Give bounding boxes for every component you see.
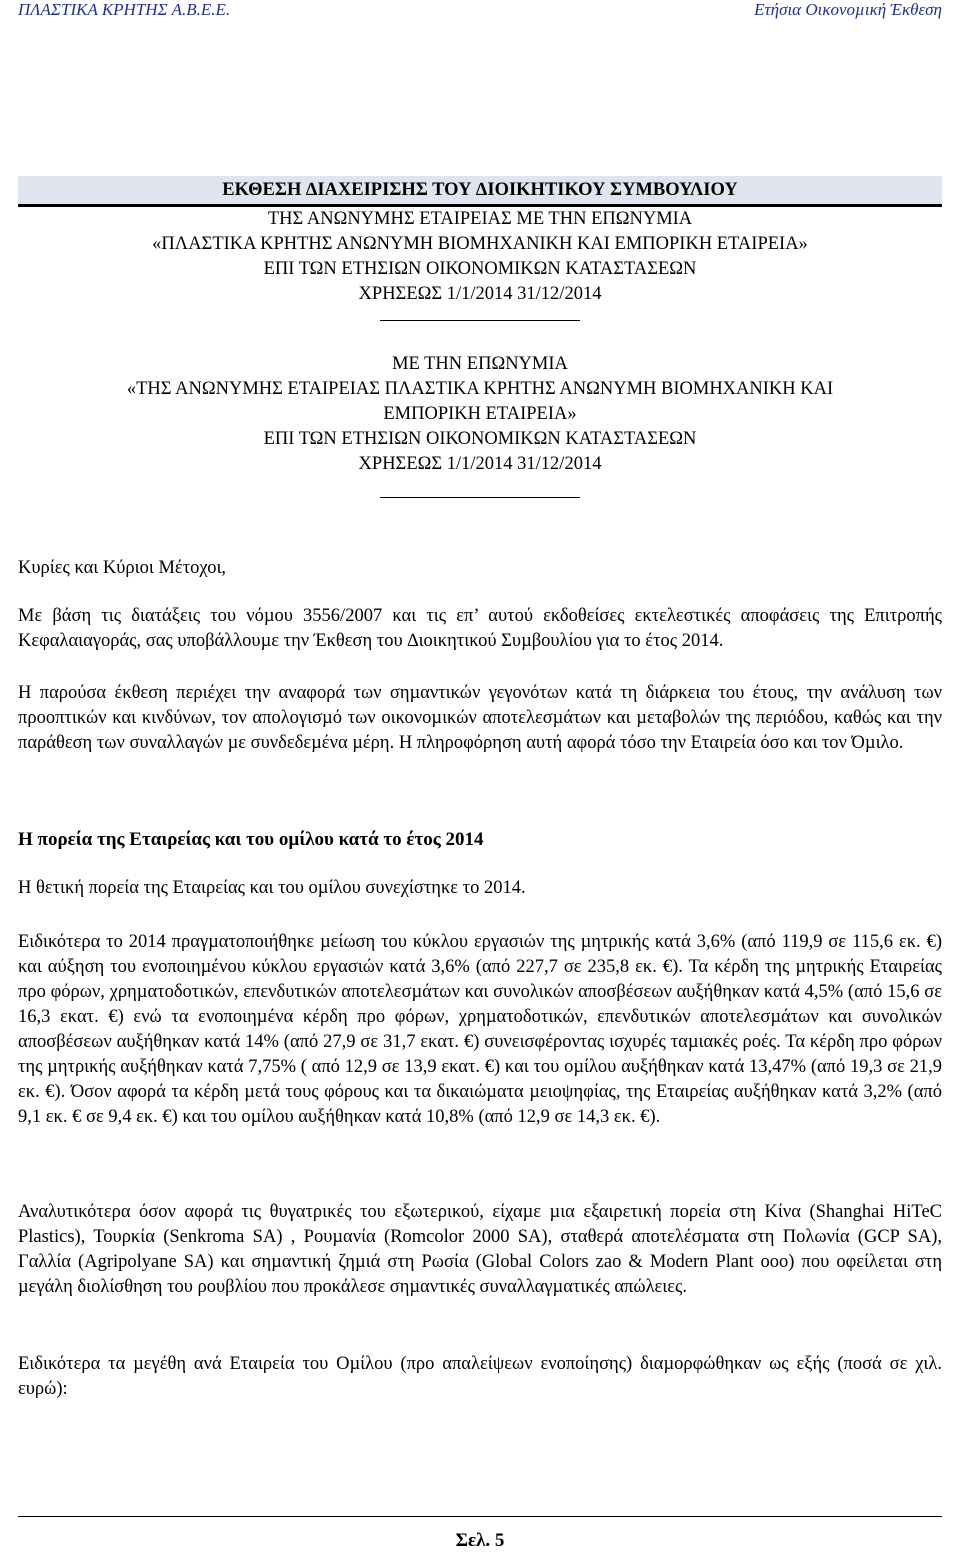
report-main-title: ΕΚΘΕΣΗ ∆ΙΑΧΕΙΡΙΣΗΣ ΤΟΥ ∆ΙΟΙΚΗΤΙΚΟΥ ΣΥΜΒΟΥΛΙΟΥ <box>18 176 942 207</box>
subtitle-line: «ΤΗΣ ΑΝΩΝΥΜΗΣ ΕΤΑΙΡΕΙΑΣ ΠΛΑΣΤΙΚΑ ΚΡΗΤΗΣ ΑΝΩΝΥΜΗ ΒΙΟΜΗΧΑΝΙΚΗ ΚΑΙ <box>126 379 834 399</box>
paragraph-subsidiaries: Αναλυτικότερα όσον αφορά τις θυγατρικές του εξωτερικού, είχαµε µια εξαιρετική πορεία στη Κίνα (Shanghai HiTeC Plastics), Τουρκία (Senkroma SA) , Ρουµανία (Romcolor 2000 SA), σταθερά αποτελέσµατα στη Πολωνία (GCP SA), Γαλλία (Agripolyane SA) και σηµαντική ζηµιά στη Ρωσία (Global Colors zao & Modern Plant ooo) που οφείλεται στη µεγάλη διολίσθηση του ρουβλίου που προκάλεσε σηµαντικές συναλλαγµατικές απώλειες. <box>18 1202 942 1297</box>
header-report-title: Ετήσια Οικονοµική Έκθεση <box>754 0 942 19</box>
title-line: ΤΗΣ ΑΝΩΝΥΜΗΣ ΕΤΑΙΡΕΙΑΣ ΜΕ ΤΗΝ ΕΠΩΝΥΜΙΑ <box>267 209 693 229</box>
subtitle-line: ΧΡΗΣΕΩΣ 1/1/2014 31/12/2014 <box>358 454 602 474</box>
paragraph-financials: Ειδικότερα το 2014 πραγµατοποιήθηκε µείωση του κύκλου εργασιών της µητρικής κατά 3,6% (από 119,9 σε 115,6 εκ. €) και αύξηση του ενοποιηµένου κύκλου εργασιών κατά 3,6% (από 227,7 σε 235,8 εκ. €). Τα κέρδη της µητρικής Εταιρείας προ φόρων, χρηµατοδοτικών, επενδυτικών αποτελεσµάτων και συνολικών αποσβέσεων αυξήθηκαν κατά 4,5% (από 15,6 σε 16,3 εκατ. €) ενώ τα ενοποιηµένα κέρδη προ φόρων, χρηµατοδοτικών, επενδυτικών αποτελεσµάτων και συνολικών αποσβέσεων αυξήθηκαν κατά 14% (από 27,9 σε 31,7 εκατ. €) συνεισφέροντας ισχυρές ταµιακές ροές. Τα κέρδη προ φόρων της µητρικής αυξήθηκαν κατά 7,75% ( από 12,9 σε 13,9 εκατ. €) και του οµίλου αυξήθηκαν κατά 13,47% (από 19,3 σε 21,9 εκ. €). Όσον αφορά τα κέρδη µετά τους φόρους και τα δικαιώµατα µειοψηφίας, της Εταιρείας αυξήθηκαν κατά 3,2% (από 9,1 εκ. € σε 9,4 εκ. €) και του οµίλου αυξήθηκαν κατά 10,8% (από 12,9 σε 14,3 εκ. €). <box>18 932 942 1127</box>
report-title-block <box>0 176 960 307</box>
subtitle-line: ΕΜΠΟΡΙΚΗ ΕΤΑΙΡΕΙΑ» <box>383 404 577 424</box>
paragraph-scope: Η παρούσα έκθεση περιέχει την αναφορά των σηµαντικών γεγονότων κατά τη διάρκεια του έτους, την ανάλυση των προοπτικών και κινδύνων, τον απολογισµό των οικονοµικών αποτελεσµάτων και µεταβολών της περιόδου, καθώς και την παράθεση των συναλλαγών µε συνδεδεµένα µέρη. Η πληροφόρηση αυτή αφορά τόσο την Εταιρεία όσο και τον Όµιλο. <box>18 683 942 753</box>
paragraph-summary: Η θετική πορεία της Εταιρείας και του οµίλου συνεχίστηκε το 2014. <box>18 878 526 898</box>
title-line: «ΠΛΑΣΤΙΚΑ ΚΡΗΤΗΣ ΑΝΩΝΥΜΗ ΒΙΟΜΗΧΑΝΙΚΗ ΚΑΙ ΕΜΠΟΡΙΚΗ ΕΤΑΙΡΕΙΑ» <box>152 234 808 254</box>
page-header <box>0 0 960 26</box>
divider <box>380 497 580 498</box>
footer-divider <box>18 1516 942 1517</box>
subtitle-line: ΕΠΙ ΤΩΝ ΕΤΗΣΙΩΝ ΟΙΚΟΝΟΜΙΚΩΝ ΚΑΤΑΣΤΑΣΕΩΝ <box>263 429 697 449</box>
subtitle-block <box>0 352 960 477</box>
title-line: ΧΡΗΣΕΩΣ 1/1/2014 31/12/2014 <box>358 284 602 304</box>
greeting: Κυρίες και Κύριοι Μέτοχοι, <box>18 558 227 578</box>
paragraph-figures-intro: Ειδικότερα τα µεγέθη ανά Εταιρεία του Οµίλου (προ απαλείψεων ενοποίησης) διαµορφώθηκαν ως εξής (ποσά σε χιλ. ευρώ): <box>18 1354 942 1399</box>
header-company: ΠΛΑΣΤΙΚΑ ΚΡΗΤΗΣ Α.Β.Ε.Ε. <box>18 0 231 19</box>
subtitle-line: ΜΕ ΤΗΝ ΕΠΩΝΥΜΙΑ <box>392 354 568 374</box>
page-number: Σελ. 5 <box>455 1530 505 1551</box>
divider <box>380 320 580 321</box>
section-heading: Η πορεία της Εταιρείας και του οµίλου κατά το έτος 2014 <box>18 829 484 850</box>
title-line: ΕΠΙ ΤΩΝ ΕΤΗΣΙΩΝ ΟΙΚΟΝΟΜΙΚΩΝ ΚΑΤΑΣΤΑΣΕΩΝ <box>263 259 697 279</box>
paragraph-intro: Με βάση τις διατάξεις του νόµου 3556/2007 και τις επ’ αυτού εκδοθείσες εκτελεστικές αποφάσεις της Επιτροπής Κεφαλαιαγοράς, σας υποβάλλουµε την Έκθεση του ∆ιοικητικού Συµβουλίου για το έτος 2014. <box>18 606 942 651</box>
